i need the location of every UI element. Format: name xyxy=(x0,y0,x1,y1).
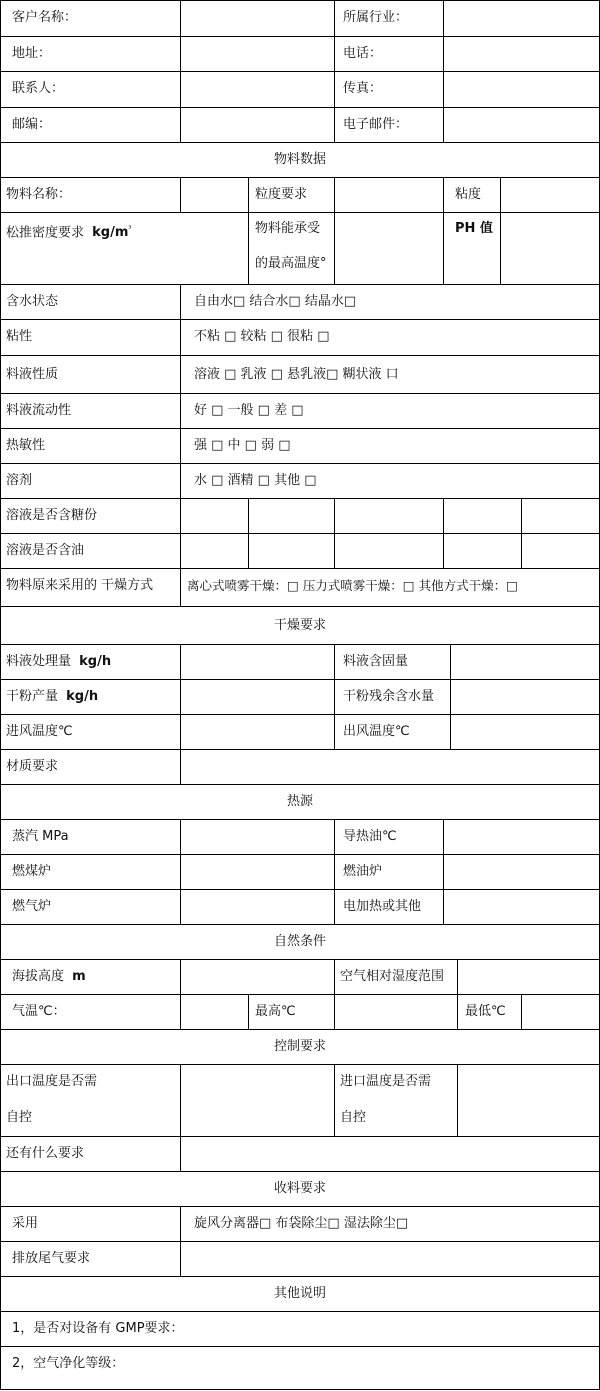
row-line xyxy=(0,319,600,320)
row-line xyxy=(0,1029,600,1030)
section-title-material: 物料数据 xyxy=(273,152,326,167)
col-line xyxy=(443,0,444,143)
section-title-other: 其他说明 xyxy=(273,1286,326,1301)
section-title-drying: 干燥要求 xyxy=(273,618,326,633)
material-name-label: 物料名称： xyxy=(6,187,72,202)
col-line xyxy=(180,1064,181,1172)
adopt-label: 采用 xyxy=(12,1216,39,1231)
row-line xyxy=(0,784,600,785)
density-label xyxy=(6,221,132,241)
row-line xyxy=(0,819,600,820)
row-line xyxy=(0,1276,600,1277)
viscosity-label: 粘度 xyxy=(455,187,482,202)
col-line xyxy=(180,1206,181,1277)
row-line xyxy=(0,644,600,645)
output-unit: kg/h xyxy=(66,689,99,704)
row-line xyxy=(0,71,600,72)
stickiness-label: 粘性 xyxy=(6,329,33,344)
output-label-text: 干粉产量 xyxy=(6,689,59,704)
max-temp-label-line1: 物料能承受 xyxy=(255,221,321,236)
fax-label: 传真： xyxy=(343,81,383,96)
col-line xyxy=(180,819,181,925)
customer-name-label: 客户名称： xyxy=(12,10,78,25)
humidity-label: 空气相对湿度范围 xyxy=(340,969,445,984)
altitude-label xyxy=(12,969,86,985)
row-line xyxy=(0,142,600,143)
row-line xyxy=(0,959,600,960)
col-line xyxy=(334,819,335,925)
col-line xyxy=(180,0,181,143)
original-method-options[interactable]: 离心式喷雾干燥：□ 压力式喷雾干燥：□ 其他方式干燥：□ xyxy=(187,578,518,593)
density-label-text: 松推密度要求 xyxy=(6,225,85,241)
row-line xyxy=(0,212,600,213)
col-line xyxy=(450,644,451,750)
inlet-autocontrol-label-line1: 进口温度是否需 xyxy=(340,1074,432,1089)
altitude-label-text: 海拔高度 xyxy=(12,969,65,984)
row-line xyxy=(0,749,600,750)
max-temp-label: 最高℃ xyxy=(255,1004,296,1019)
heat-sensitivity-options[interactable]: 强 □ 中 □ 弱 □ xyxy=(194,438,291,453)
density-unit-sup: ³ xyxy=(128,224,132,233)
adopt-options[interactable]: 旋风分离器□ 布袋除尘□ 湿法除尘□ xyxy=(194,1216,409,1231)
outlet-autocontrol-label-line1: 出口温度是否需 xyxy=(6,1074,98,1089)
col-line xyxy=(180,644,181,785)
air-clean-grade-line: 2，空气净化等级： xyxy=(12,1356,125,1371)
outlet-temp-label: 出风温度℃ xyxy=(343,724,410,739)
col-line xyxy=(457,959,458,995)
gas-furnace-label: 燃气炉 xyxy=(12,899,52,914)
oil-furnace-label: 燃油炉 xyxy=(343,864,383,879)
oil-label: 溶液是否含油 xyxy=(6,543,85,558)
row-line xyxy=(0,568,600,569)
row-line xyxy=(0,889,600,890)
section-title-control: 控制要求 xyxy=(273,1039,326,1054)
col-line xyxy=(334,1064,335,1137)
row-line xyxy=(0,533,600,534)
solvent-label: 溶剂 xyxy=(6,473,33,488)
row-line xyxy=(0,1346,600,1347)
original-method-label: 物料原来采用的 干燥方式 xyxy=(6,578,154,593)
row-line xyxy=(0,1241,600,1242)
sugar-label: 溶液是否含糖份 xyxy=(6,508,98,523)
coal-furnace-label: 燃煤炉 xyxy=(12,864,52,879)
row-line xyxy=(0,679,600,680)
phone-label: 电话： xyxy=(343,46,383,61)
gmp-requirement-line: 1，是否对设备有 GMP要求： xyxy=(12,1321,184,1336)
col-line xyxy=(443,498,444,569)
col-line xyxy=(457,1064,458,1137)
row-line xyxy=(0,1206,600,1207)
outlet-autocontrol-label-line2: 自控 xyxy=(6,1110,33,1125)
air-temp-label: 气温℃： xyxy=(12,1004,66,1019)
heat-sensitivity-label: 热敏性 xyxy=(6,438,46,453)
border-top xyxy=(0,0,600,1)
row-line xyxy=(0,1171,600,1172)
liquid-nature-options[interactable]: 溶液 □ 乳液 □ 悬乳液□ 糊状液 口 xyxy=(194,367,399,382)
col-line xyxy=(180,498,181,569)
inlet-autocontrol-label-line2: 自控 xyxy=(340,1110,367,1125)
throughput-label-text: 料液处理量 xyxy=(6,654,72,669)
col-line xyxy=(443,819,444,925)
throughput-label xyxy=(6,654,111,670)
residual-water-label: 干粉残余含水量 xyxy=(343,689,435,704)
col-line xyxy=(248,498,249,569)
col-line xyxy=(180,568,181,607)
stickiness-options[interactable]: 不粘 □ 较粘 □ 很粘 □ xyxy=(194,329,330,344)
col-line xyxy=(521,994,522,1030)
row-line xyxy=(0,393,600,394)
min-temp-label: 最低℃ xyxy=(465,1004,506,1019)
water-state-label: 含水状态 xyxy=(6,294,59,309)
col-line xyxy=(334,498,335,569)
contact-label: 联系人： xyxy=(12,81,65,96)
row-line xyxy=(0,355,600,356)
row-line xyxy=(0,924,600,925)
altitude-unit: m xyxy=(72,969,86,984)
inlet-temp-label: 进风温度℃ xyxy=(6,724,73,739)
col-line xyxy=(457,994,458,1030)
col-line xyxy=(500,177,501,285)
col-line xyxy=(180,177,181,213)
postcode-label: 邮编： xyxy=(12,117,52,132)
row-line xyxy=(0,463,600,464)
row-line xyxy=(0,428,600,429)
industry-label: 所属行业： xyxy=(343,10,409,25)
col-line xyxy=(248,994,249,1030)
fluidity-label: 料液流动性 xyxy=(6,403,72,418)
email-label: 电子邮件： xyxy=(343,117,409,132)
section-title-heat: 热源 xyxy=(286,794,313,809)
col-line xyxy=(248,177,249,285)
border-bottom xyxy=(0,1389,600,1390)
row-line xyxy=(0,994,600,995)
output-label xyxy=(6,689,98,705)
col-line xyxy=(334,644,335,750)
steam-label: 蒸汽 MPa xyxy=(12,829,69,844)
row-line xyxy=(0,1064,600,1065)
col-line xyxy=(334,0,335,143)
ph-label: PH 值 xyxy=(455,221,493,236)
row-line xyxy=(0,1311,600,1312)
col-line xyxy=(334,177,335,285)
fluidity-options[interactable]: 好 □ 一般 □ 差 □ xyxy=(194,403,304,418)
exhaust-label: 排放尾气要求 xyxy=(12,1251,91,1266)
other-requirements-label: 还有什么要求 xyxy=(6,1146,85,1161)
throughput-unit: kg/h xyxy=(79,654,112,669)
row-line xyxy=(0,606,600,607)
row-line xyxy=(0,854,600,855)
col-line xyxy=(180,959,181,1030)
col-line xyxy=(443,177,444,285)
col-line xyxy=(521,498,522,569)
density-unit: kg/m xyxy=(92,225,129,241)
solvent-options[interactable]: 水 □ 酒精 □ 其他 □ xyxy=(194,473,317,488)
address-label: 地址： xyxy=(12,46,52,61)
electric-heat-label: 电加热或其他 xyxy=(343,899,422,914)
max-temp-label-line2: 的最高温度° xyxy=(255,256,327,271)
section-title-collection: 收料要求 xyxy=(273,1181,326,1196)
granularity-label: 粒度要求 xyxy=(255,187,308,202)
water-state-options[interactable]: 自由水□ 结合水□ 结晶水□ xyxy=(194,294,357,309)
col-line xyxy=(180,284,181,499)
row-line xyxy=(0,284,600,285)
row-line xyxy=(0,107,600,108)
row-line xyxy=(0,177,600,178)
row-line xyxy=(0,714,600,715)
section-title-nature: 自然条件 xyxy=(273,934,326,949)
row-line xyxy=(0,498,600,499)
solids-label: 料液含固量 xyxy=(343,654,409,669)
row-line xyxy=(0,36,600,37)
col-line xyxy=(334,959,335,1030)
row-line xyxy=(0,1136,600,1137)
material-req-label: 材质要求 xyxy=(6,759,59,774)
liquid-nature-label: 料液性质 xyxy=(6,367,59,382)
thermal-oil-label: 导热油℃ xyxy=(343,829,397,844)
